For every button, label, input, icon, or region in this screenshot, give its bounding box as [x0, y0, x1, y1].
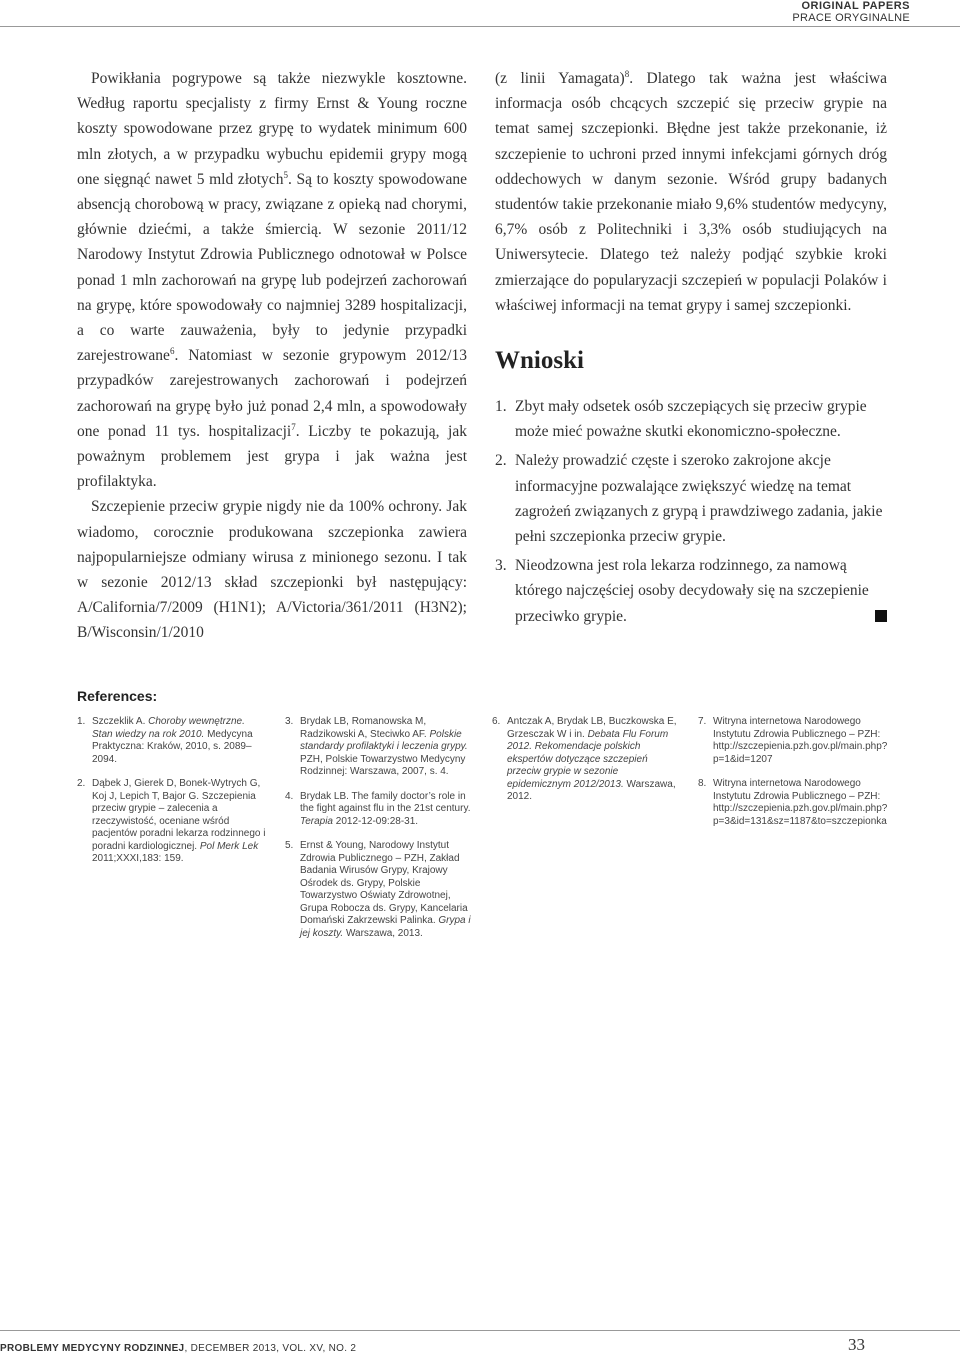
reference-text — [92, 778, 267, 866]
page-number: 33 — [848, 1335, 865, 1354]
reference-number: 3. — [285, 716, 294, 727]
references-column-2 — [285, 716, 475, 952]
reference-number: 6. — [492, 716, 501, 727]
list-item — [495, 448, 887, 549]
reference-item — [77, 778, 267, 866]
text-span: . Natomiast w sezonie grypowym 2012/13 przypadków zarejestrowanych zachorowań i podejrzeń zachorowań na grypę było już ponad 2,4 mln, a spowodowały one ponad 11 tys. hospitalizacji — [77, 347, 467, 440]
list-number: 2. — [495, 452, 507, 470]
list-text: Zbyt mały odsetek osób szczepiących się przeciw grypie może mieć poważne skutki ekonomiczno-społeczne. — [515, 398, 867, 441]
text-span: . Liczby te pokazują, jak poważnym problemem jest grypa i jak ważna jest profilaktyka. — [77, 422, 467, 491]
text-span: Polskie standardy profilaktyki i leczenia grypy. — [300, 728, 468, 752]
reference-item — [285, 791, 475, 829]
reference-number: 7. — [698, 716, 707, 727]
text-span: Choroby wewnętrzne. Stan wiedzy na rok 2010. — [92, 716, 245, 740]
text-span: Pol Merk Lek — [199, 840, 259, 852]
references-title: References: — [77, 688, 158, 704]
reference-number: 1. — [77, 716, 86, 727]
footnote-ref: 6 — [169, 346, 175, 357]
paragraph-information — [495, 66, 887, 318]
text-span: 2011;XXXI,183: 159. — [92, 853, 184, 864]
header-section-pl: PRACE ORYGINALNE — [792, 12, 910, 24]
reference-number: 8. — [698, 778, 707, 789]
reference-item — [285, 840, 475, 940]
text-span: Medycyna Praktyczna: Kraków, 2010, s. 2089–2094. — [92, 728, 253, 765]
text-span: Brydak LB. The family doctor’s role in the fight against flu in the 21st century. — [300, 790, 471, 814]
text-span: Terapia — [300, 815, 333, 827]
conclusions-list — [495, 394, 887, 629]
list-number: 3. — [495, 557, 507, 575]
reference-item — [492, 716, 682, 804]
text-span: PZH, Polskie Towarzystwo Medycyny Rodzinnej: Warszawa, 2007, s. 4. — [300, 753, 466, 777]
text-span: Grypa i jej koszty. — [300, 915, 471, 939]
text-span: Warszawa, 2013. — [343, 927, 423, 939]
section-title-conclusions: Wnioski — [495, 347, 584, 375]
text-span: . Dlatego tak ważna jest właściwa informacja osób chcących szczepić się przeciw grypie na temat samej szczepionki. Błędne jest także przekonanie, iż szczepienie to uchroni przed innymi infekcjami górnych dróg oddechowych w danym sezonie. Wśród grupy badanych studentów takie przekonanie miało 9,6% studentów medycyny, 6,7% osób z Politechniki i 3,3% osób studiujących na Uniwersytecie. Dlatego też należy podjąć szybkie kroki zmierzające do popularyzacji szczepień w populacji Polaków i właściwej informacji na temat grypy i samej szczepionki. — [495, 70, 887, 314]
end-of-article-square-icon — [875, 610, 887, 622]
reference-item — [698, 716, 888, 766]
journal-name: PROBLEMY MEDYCYNY RODZINNEJ — [0, 1343, 185, 1354]
text-span: Dąbek J, Gierek D, Bonek-Wytrych G, Koj J, Lepich T, Bajor G. Szczepienia przeciw grypie – zalecenia a rzeczywistość, oceniane wśród pacjentów poradni lekarza rodzinnego i poradni kardiologicznej. — [92, 778, 266, 852]
header-divider — [0, 26, 960, 27]
left-column — [77, 66, 467, 646]
reference-item — [77, 716, 267, 766]
issue-info: , DECEMBER 2013, VOL. XV, NO. 2 — [184, 1343, 357, 1354]
text-span: Brydak LB, Romanowska M, Radzikowski A, Steciwko AF. — [300, 716, 430, 740]
text-span: Powikłania pogrypowe są także niezwykle kosztowne. Według raportu specjalisty z firmy Ernst & Young roczne koszty spowodowane przez grypę to wydatek minimum 600 mln złotych, a w przypadku wybuchu epidemii grypy mogą one sięgnąć nawet 5 mld złotych — [77, 70, 467, 188]
list-item — [495, 394, 887, 444]
list-item — [495, 553, 887, 629]
text-span: Antczak A, Brydak LB, Buczkowska E, Grzesczak W i in. — [507, 716, 677, 740]
list-text: Należy prowadzić częste i szeroko zakrojone akcje informacyjne pozwalające zwiększyć wiedzę na temat zagrożeń związanych z grypą i prawdziwego zadania, jakie pełni szczepionka przeciw grypie. — [515, 452, 883, 546]
reference-text — [300, 791, 475, 829]
reference-item — [285, 716, 475, 779]
text-span: Warszawa, 2012. — [507, 778, 676, 802]
right-column — [495, 66, 887, 633]
reference-number: 2. — [77, 778, 86, 789]
text-span: Debata Flu Forum 2012. Rekomendacje polskich ekspertów dotyczące szczepień przeciw grypie w sezonie epidemicznym 2012/2013. — [507, 728, 669, 790]
list-number: 1. — [495, 398, 507, 416]
header-section-en: ORIGINAL PAPERS — [801, 0, 910, 12]
paragraph-costs — [77, 66, 467, 494]
reference-text — [300, 840, 475, 940]
reference-text: Witryna internetowa Narodowego Instytutu Zdrowia Publicznego – PZH: http://szczepienia.pzh.gov.pl/main.php?p=1&id=1207 — [713, 716, 888, 765]
footer-divider — [0, 1330, 960, 1331]
references-column-1 — [77, 716, 267, 878]
reference-text: Witryna internetowa Narodowego Instytutu Zdrowia Publicznego – PZH: http://szczepienia.pzh.gov.pl/main.php?p=3&id=131&sz=1187&to=szczepionka — [713, 778, 888, 827]
footnote-ref: 7 — [291, 421, 296, 432]
reference-number: 5. — [285, 840, 294, 851]
references-column-3 — [492, 716, 682, 816]
paragraph-vaccine: Szczepienie przeciw grypie nigdy nie da 100% ochrony. Jak wiadomo, corocznie produkowana szczepionka zawiera najpopularniejsze odmiany wirusa z minionego sezonu. I tak w sezonie 2012/13 skład szczepionki był następujący: A/California/7/2009 (H1N1); A/Victoria/361/2011 (H3N2); B/Wisconsin/1/2010 — [77, 498, 467, 642]
reference-text — [507, 716, 682, 804]
journal-footer — [0, 1343, 356, 1354]
reference-number: 4. — [285, 790, 294, 802]
reference-text — [92, 716, 267, 766]
text-span: (z linii Yamagata) — [495, 70, 625, 87]
references-column-4 — [698, 716, 888, 840]
list-text — [515, 553, 887, 629]
footnote-ref: 5 — [283, 169, 288, 180]
text-span: 2012-12-09:28-31. — [333, 815, 419, 827]
reference-item — [698, 778, 888, 828]
text-span: Ernst & Young, Narodowy Instytut Zdrowia Publicznego – PZH, Zakład Badania Wirusów Grypy, Krajowy Ośrodek ds. Grypy, Polskie Towarzystwo Oświaty Zdrowotnej, Grupa Robocza ds. Grypy, Kancelaria Domański Zakrzewski Palinka. — [300, 840, 468, 926]
running-header — [792, 0, 910, 25]
text-span: . Są to koszty spowodowane absencją chorobową w pracy, związane z opieką nad chorymi, głównie dziećmi, a także śmiercią. W sezonie 2011/12 Narodowy Instytut Zdrowia Publicznego odnotował w Polsce ponad 1 mln zachorowań na grypę lub podejrzeń zachorowań na grypę, które spowodowały co najmniej 3289 hospitalizacji, a co warte zauważenia, były to jedynie przypadki zarejestrowane — [77, 170, 468, 365]
footnote-ref: 8 — [624, 68, 630, 79]
reference-text — [300, 716, 475, 779]
text-span: Nieodzowna jest rola lekarza rodzinnego, za namową którego najczęściej osoby decydowały się na szczepienie przeciwko grypie. — [515, 557, 869, 625]
text-span: Szczeklik A. — [92, 716, 149, 727]
